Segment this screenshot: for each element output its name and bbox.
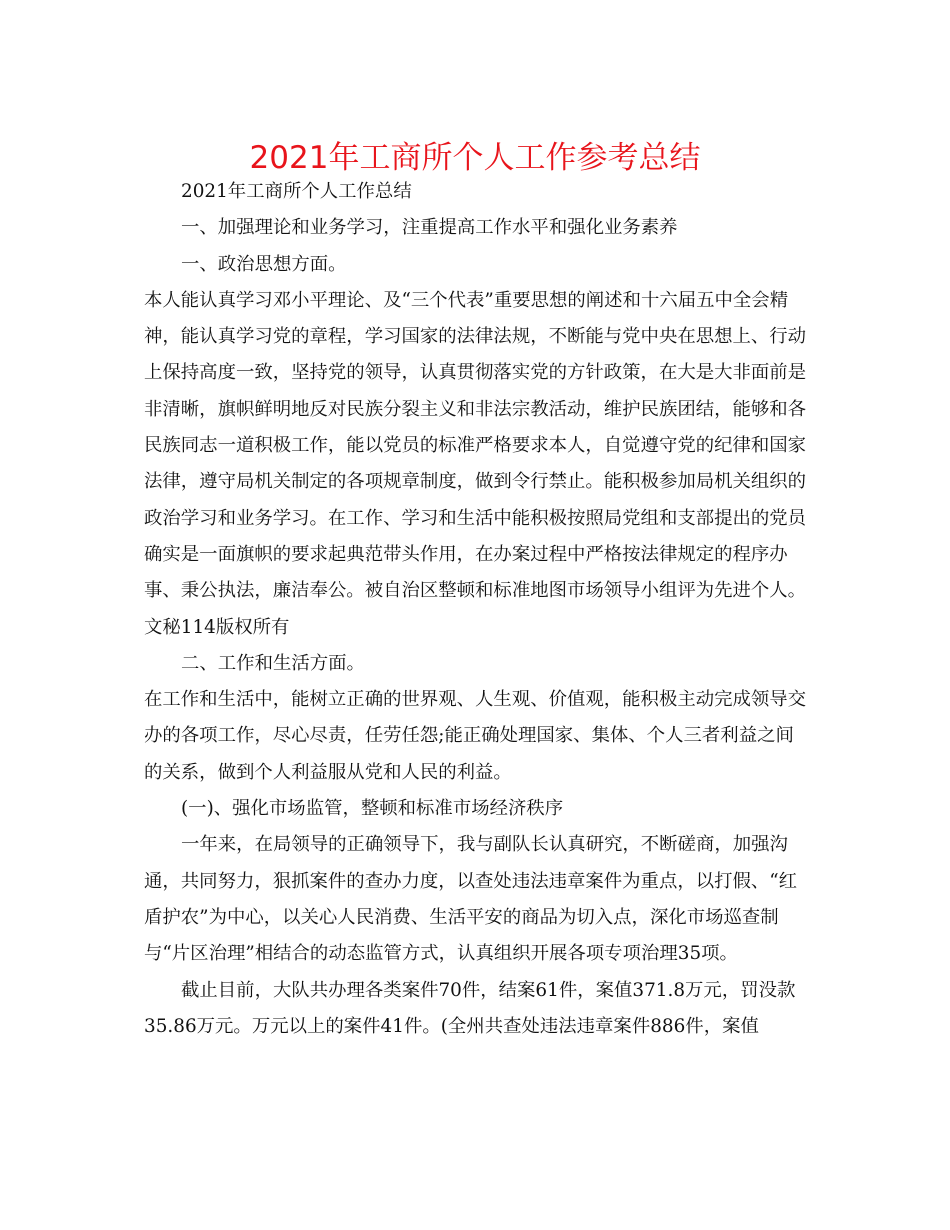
document-title: 2021年工商所个人工作参考总结 [249, 140, 701, 176]
paragraph-cases-body: 截止目前，大队共办理各类案件70件，结案61件，案值371.8万元，罚没款35.86万元。万元以上的案件41件。(全州共查处违法违章案件886件，案值 [144, 979, 796, 1037]
paragraph-heading-political: 一、政治思想方面。 [181, 253, 347, 275]
paragraph-subtitle: 2021年工商所个人工作总结 [181, 181, 412, 202]
paragraph-heading-work-life: 二、工作和生活方面。 [181, 652, 365, 674]
paragraph-heading-market: (一)、强化市场监管，整顿和标准市场经济秩序 [181, 798, 564, 820]
paragraph-work-life-body: 在工作和生活中，能树立正确的世界观、人生观、价值观，能积极主动完成领导交办的各项工作，尽心尽责，任劳任怨;能正确处理国家、集体、个人三者利益之间的关系，做到个人利益服从党和人民的利益。 [144, 689, 807, 783]
paragraph-market-body: 一年来，在局领导的正确领导下，我与副队长认真研究，不断磋商，加强沟通，共同努力，狠抓案件的查办力度，以查处违法违章案件为重点，以打假、“红盾护农”为中心，以关心人民消费、生活平安的商品为切入点，深化市场巡查制与“片区治理”相结合的动态监管方式，认真组织开展各项专项治理35项。 [144, 834, 798, 965]
paragraph-section-heading: 一、加强理论和业务学习，注重提高工作水平和强化业务素养 [181, 217, 678, 239]
paragraph-political-body: 本人能认真学习邓小平理论、及“三个代表”重要思想的阐述和十六届五中全会精神，能认真学习党的章程，学习国家的法律法规，不断能与党中央在思想上、行动上保持高度一致，坚持党的领导，认真贯彻落实党的方针政策，在大是大非面前是非清晰，旗帜鲜明地反对民族分裂主义和非法宗教活动，维护民族团结，能够和各民族同志一道积极工作，能以党员的标准严格要求本人，自觉遵守党的纪律和国家法律，遵守局机关制定的各项规章制度，做到令行禁止。能积极参加局机关组织的政治学习和业务学习。在工作、学习和生活中能积极按照局党组和支部提出的党员确实是一面旗帜的要求起典范带头作用，在办案过程中严格按法律规定的程序办事、秉公执法，廉洁奉公。被自治区整顿和标准地图市场领导小组评为先进个人。文秘114版权所有 [144, 289, 807, 638]
document-body [144, 174, 808, 1045]
